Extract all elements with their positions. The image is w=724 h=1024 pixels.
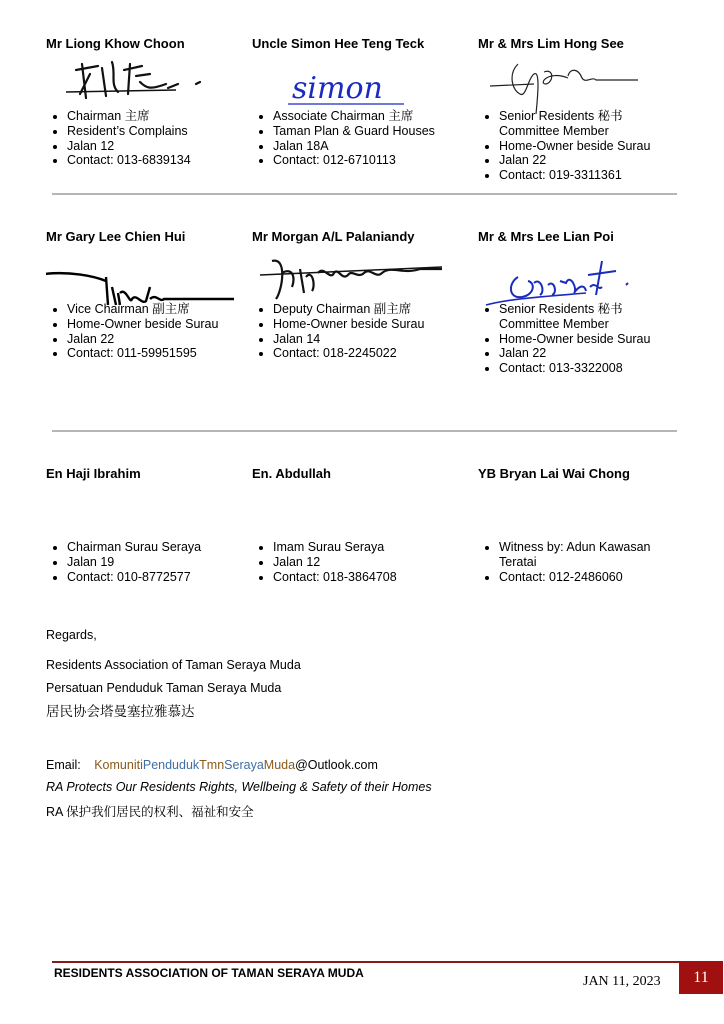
regards-text: Regards, <box>46 628 97 642</box>
member-details <box>478 302 650 376</box>
signature-morgan <box>252 247 472 307</box>
detail-item: • Contact: 018-3864708 <box>273 570 397 585</box>
detail-item: Teratai <box>499 554 537 569</box>
slogan-zh: RA 保护我们居民的权利、福祉和安全 <box>46 805 254 819</box>
detail-item: • Jalan 22 <box>499 153 650 168</box>
signature-simon <box>252 54 472 114</box>
detail-item: • Contact: 012-2486060 <box>499 570 650 585</box>
member-details <box>478 540 650 584</box>
detail-item: • Deputy Chairman 副主席 <box>273 302 424 317</box>
detail-item: • Taman Plan & Guard Houses <box>273 124 435 139</box>
org-name-en: Residents Association of Taman Seraya Muda <box>46 658 301 672</box>
detail-item: • Chairman 主席 <box>67 109 191 124</box>
detail-item: • Jalan 12 <box>67 139 191 154</box>
member-name: YB Bryan Lai Wai Chong <box>478 466 630 481</box>
section-divider <box>52 193 677 195</box>
detail-item: • Jalan 22 <box>67 332 218 347</box>
member-details <box>252 302 424 361</box>
signature-gary <box>46 247 266 307</box>
detail-item: • Home-Owner beside Surau <box>273 317 424 332</box>
member-details <box>252 540 397 584</box>
member-name: Mr & Mrs Lee Lian Poi <box>478 229 614 244</box>
member-name: En Haji Ibrahim <box>46 466 141 481</box>
section-divider <box>52 430 677 432</box>
org-name-ms: Persatuan Penduduk Taman Seraya Muda <box>46 681 282 695</box>
detail-item: • Contact: 010-8772577 <box>67 570 201 585</box>
member-name: Mr Gary Lee Chien Hui <box>46 229 186 244</box>
detail-item: • Contact: 012-6710113 <box>273 153 435 168</box>
page-number: 11 <box>679 961 723 994</box>
detail-item: • Jalan 19 <box>67 555 201 570</box>
signature-lim <box>478 54 698 114</box>
signature-simon-text: simon <box>292 71 383 106</box>
email-line <box>46 758 378 772</box>
member-name: Uncle Simon Hee Teng Teck <box>252 36 425 51</box>
member-details <box>252 109 435 168</box>
detail-item: Committee Member <box>499 316 609 331</box>
detail-item: • Vice Chairman 副主席 <box>67 302 218 317</box>
detail-item: • Senior Residents 秘书 <box>499 302 650 317</box>
detail-item: • Jalan 12 <box>273 555 397 570</box>
detail-item: • Resident’s Complains <box>67 124 191 139</box>
member-details <box>46 109 191 168</box>
member-details <box>46 540 201 584</box>
org-name-zh: 居民协会塔曼塞拉雅慕达 <box>46 704 195 719</box>
detail-item: • Home-Owner beside Surau <box>499 332 650 347</box>
detail-item: • Witness by: Adun Kawasan <box>499 540 650 555</box>
detail-item: Committee Member <box>499 123 609 138</box>
detail-item: • Contact: 013-3322008 <box>499 361 650 376</box>
detail-item: • Associate Chairman 主席 <box>273 109 435 124</box>
signature-liong <box>46 54 266 114</box>
signature-lee <box>478 247 698 307</box>
slogan-en: RA Protects Our Residents Rights, Wellbeing & Safety of their Homes <box>46 780 432 794</box>
detail-item: • Contact: 018-2245022 <box>273 346 424 361</box>
detail-item: • Chairman Surau Seraya <box>67 540 201 555</box>
member-name: Mr Morgan A/L Palaniandy <box>252 229 415 244</box>
footer-org-name: RESIDENTS ASSOCIATION OF TAMAN SERAYA MUDA <box>54 966 364 980</box>
member-details <box>478 109 650 183</box>
member-name: En. Abdullah <box>252 466 331 481</box>
footer-date: JAN 11, 2023 <box>583 974 661 989</box>
detail-item: • Senior Residents 秘书 <box>499 109 650 124</box>
detail-item: • Contact: 019-3311361 <box>499 168 650 183</box>
detail-item: • Contact: 011-59951595 <box>67 346 218 361</box>
detail-item: • Contact: 013-6839134 <box>67 153 191 168</box>
detail-item: • Home-Owner beside Surau <box>499 139 650 154</box>
member-name: Mr & Mrs Lim Hong See <box>478 36 624 51</box>
detail-item: • Jalan 22 <box>499 346 650 361</box>
member-name: Mr Liong Khow Choon <box>46 36 185 51</box>
detail-item: • Imam Surau Seraya <box>273 540 397 555</box>
footer-rule <box>52 961 679 963</box>
email-label: Email: <box>46 758 81 772</box>
detail-item: • Jalan 14 <box>273 332 424 347</box>
member-details <box>46 302 218 361</box>
detail-item: • Jalan 18A <box>273 139 435 154</box>
email-link[interactable]: KomunitiPendudukTmnSerayaMuda@Outlook.com <box>94 758 378 772</box>
detail-item: • Home-Owner beside Surau <box>67 317 218 332</box>
